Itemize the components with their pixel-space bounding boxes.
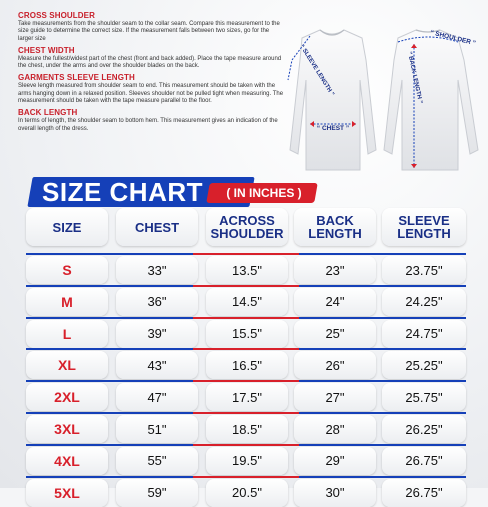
chest-cell: 59" — [116, 479, 198, 507]
header-size: SIZE — [26, 208, 108, 246]
size-cell: 2XL — [26, 383, 108, 411]
across-shoulder-cell: 13.5" — [206, 256, 288, 284]
unit-label: ( IN INCHES ) — [226, 186, 302, 200]
back-length-cell: 23" — [294, 256, 376, 284]
row-separator — [26, 476, 466, 478]
size-cell: XL — [26, 351, 108, 379]
row-separator — [26, 348, 466, 350]
instruction-title: CROSS SHOULDER — [18, 11, 95, 20]
chest-cell: 47" — [116, 383, 198, 411]
size-chart-title: SIZE CHART — [42, 177, 203, 207]
back-length-cell: 24" — [294, 288, 376, 316]
back-length-label: “ BACK LENGTH ” — [406, 51, 423, 105]
sleeve-length-cell: 26.75" — [382, 447, 466, 475]
sleeve-length-cell: 26.75" — [382, 479, 466, 507]
back-length-cell: 30" — [294, 479, 376, 507]
header-chest: CHEST — [116, 208, 198, 246]
row-separator — [26, 285, 466, 287]
shirt-measurement-diagram — [280, 20, 488, 190]
instruction-back-length — [18, 108, 286, 133]
back-length-cell: 29" — [294, 447, 376, 475]
across-shoulder-cell: 19.5" — [206, 447, 288, 475]
back-length-cell: 26" — [294, 351, 376, 379]
across-shoulder-cell: 17.5" — [206, 383, 288, 411]
header-sleeve-length: SLEEVE LENGTH — [382, 208, 466, 246]
shoulder-label: “ SHOULDER ” — [429, 29, 477, 48]
chest-cell: 36" — [116, 288, 198, 316]
chest-cell: 43" — [116, 351, 198, 379]
instruction-body: In terms of length, the shoulder seam to bottom hem. This measurement gives an indication of the overall length of the dress. — [18, 118, 278, 132]
row-separator — [26, 253, 466, 255]
sleeve-length-cell: 26.25" — [382, 415, 466, 443]
size-cell: 4XL — [26, 447, 108, 475]
instruction-body: Take measurements from the shoulder seam to the collar seam. Compare this measurement to the size guide to determine the correct size. If the measurement falls between two sizes, go for the larger size — [18, 21, 280, 42]
size-cell: M — [26, 288, 108, 316]
size-cell: S — [26, 256, 108, 284]
across-shoulder-cell: 20.5" — [206, 479, 288, 507]
instruction-cross-shoulder — [18, 11, 286, 43]
sleeve-length-cell: 24.75" — [382, 320, 466, 348]
size-cell: 5XL — [26, 479, 108, 507]
instruction-body: Measure the fullest/widest part of the chest (front and back added). Place the tape measure around the chest, under the arms and over the shoulder blades on the back. — [18, 55, 282, 70]
instruction-sleeve-length — [18, 73, 286, 105]
instruction-body: Sleeve length measured from shoulder seam to end. This measurement should be taken with the arms hanging down in a relaxed position. Sleeves shoulder not be pulled tight when measuring. The measurement should be taken with the tape measure parallel to the floor. — [18, 83, 284, 105]
across-shoulder-cell: 14.5" — [206, 288, 288, 316]
size-cell: L — [26, 320, 108, 348]
instruction-title: CHEST WIDTH — [18, 45, 75, 55]
back-length-cell: 27" — [294, 383, 376, 411]
back-shirt-icon — [384, 30, 478, 170]
back-length-cell: 25" — [294, 320, 376, 348]
sleeve-length-cell: 23.75" — [382, 256, 466, 284]
instruction-title: BACK LENGTH — [18, 108, 78, 118]
instruction-title: GARMENTS SLEEVE LENGTH — [18, 73, 135, 83]
chest-cell: 55" — [116, 447, 198, 475]
size-cell: 3XL — [26, 415, 108, 443]
sleeve-length-cell: 25.75" — [382, 383, 466, 411]
chest-cell: 51" — [116, 415, 198, 443]
header-across-shoulder: ACROSS SHOULDER — [206, 208, 288, 246]
row-separator — [26, 380, 466, 382]
size-chart-banner — [0, 175, 488, 215]
row-separator — [26, 444, 466, 446]
across-shoulder-cell: 18.5" — [206, 415, 288, 443]
sleeve-length-cell: 25.25" — [382, 351, 466, 379]
sleeve-length-label: “ SLEEVE LENGTH ” — [298, 43, 335, 98]
row-separator — [26, 412, 466, 414]
back-length-cell: 28" — [294, 415, 376, 443]
across-shoulder-cell: 16.5" — [206, 351, 288, 379]
sleeve-length-cell: 24.25" — [382, 288, 466, 316]
measurement-instructions — [18, 11, 286, 136]
across-shoulder-cell: 15.5" — [206, 320, 288, 348]
chest-cell: 33" — [116, 256, 198, 284]
chest-label: “ CHEST ” — [316, 125, 350, 132]
chest-cell: 39" — [116, 320, 198, 348]
instruction-chest-width — [18, 46, 286, 71]
header-back-length: BACK LENGTH — [294, 208, 376, 246]
row-separator — [26, 317, 466, 319]
shirt-diagram-svg — [280, 20, 488, 190]
